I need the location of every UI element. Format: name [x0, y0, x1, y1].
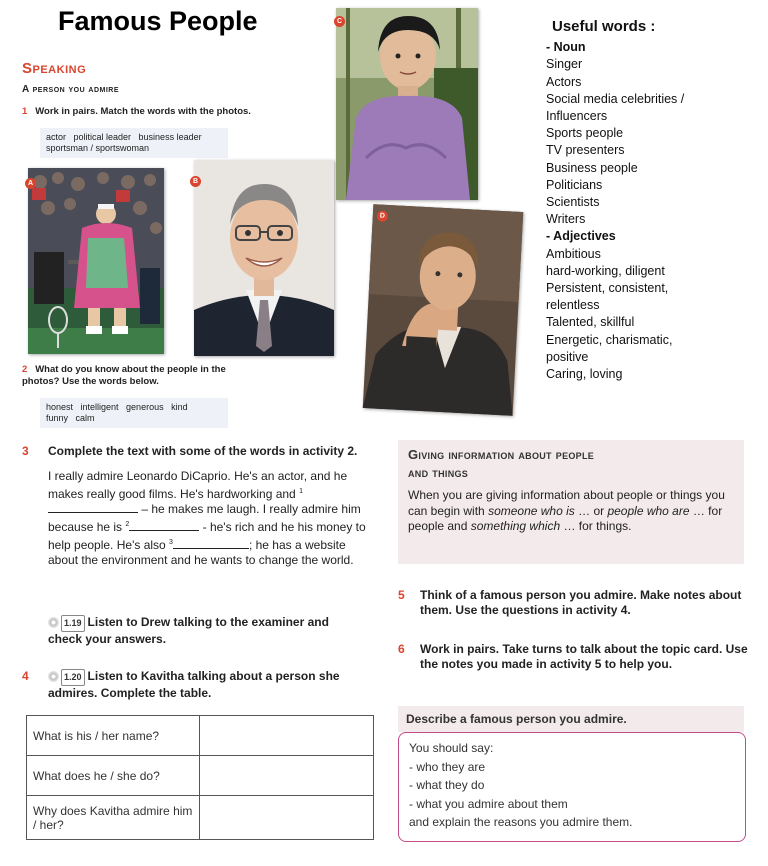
giving-text-part: … or: [574, 503, 608, 518]
audio-cd-icon[interactable]: [48, 671, 59, 682]
giving-information-title-1: Giving information about people: [408, 447, 595, 462]
photo-b-badge: B: [190, 176, 201, 187]
giving-text-italic: people who are: [607, 503, 690, 518]
activity-1: [22, 106, 342, 118]
section-subheading: A person you admire: [22, 84, 120, 95]
giving-information-text: [408, 488, 734, 535]
photo-d-badge: D: [377, 210, 389, 222]
adjective-item: Persistent, consistent,: [546, 281, 669, 296]
activity-4: [22, 669, 372, 701]
activity-2-text: What do you know about the people in the photos? Use the words below.: [22, 364, 226, 387]
activity-3-number: 3: [22, 444, 29, 458]
topic-line: and explain the reasons you admire them.: [409, 815, 633, 829]
activity-5-number: 5: [398, 588, 405, 602]
blank-3[interactable]: [173, 548, 249, 549]
activity-5-text: Think of a famous person you admire. Make notes about them. Use the questions in activity 4.: [420, 588, 742, 617]
section-speaking: Speaking: [22, 60, 87, 77]
noun-item: Actors: [546, 74, 582, 89]
activity-3-text-1: I really admire Leonardo DiCaprio. He's an actor, and he makes really good films. He's hardworking and: [48, 469, 348, 501]
blank-1-number: 1: [299, 488, 303, 495]
noun-item: Social media celebrities /: [546, 91, 685, 106]
topic-line: - what they do: [409, 778, 485, 792]
photo-a: [28, 168, 164, 354]
table-row: [27, 716, 374, 756]
photo-b: [194, 160, 334, 356]
page-title: Famous People: [58, 6, 258, 36]
table-answer-cell[interactable]: [200, 796, 374, 840]
topic-card-heading: Describe a famous person you admire.: [398, 706, 744, 732]
noun-item: TV presenters: [546, 143, 625, 158]
noun-item: Influencers: [546, 109, 608, 124]
noun-item: Singer: [546, 57, 583, 72]
audio-cd-icon[interactable]: [48, 617, 59, 628]
adjective-item: Energetic, charismatic,: [546, 332, 673, 347]
activity-1-words-line1: actor political leader business leader: [46, 132, 202, 142]
activity-2-word-box: [40, 398, 228, 428]
giving-text-part: … for people and: [408, 503, 723, 533]
photo-c-badge: C: [334, 16, 345, 27]
adjective-item: Talented, skillful: [546, 315, 635, 330]
listen-1-19: [48, 615, 348, 647]
track-number: 1.19: [61, 615, 85, 632]
giving-text-italic: someone who is: [488, 503, 575, 518]
giving-information-box: [398, 440, 744, 564]
activity-3-header: Complete the text with some of the words in activity 2.: [48, 444, 358, 458]
kavitha-table: [26, 715, 374, 840]
activity-3-paragraph: [48, 469, 372, 568]
activity-1-words-line2: sportsman / sportswoman: [46, 143, 150, 153]
table-answer-cell[interactable]: [200, 716, 374, 756]
noun-item: Politicians: [546, 177, 603, 192]
noun-item: Business people: [546, 160, 638, 175]
noun-item: Scientists: [546, 195, 600, 210]
topic-line: - what you admire about them: [409, 796, 568, 811]
activity-6: [398, 642, 748, 672]
giving-text-italic: something which: [470, 519, 561, 533]
activity-3-text-4: ; he has a website about the environment and he wants to change the world.: [48, 538, 354, 567]
giving-text-part: … for things.: [560, 519, 632, 533]
activity-3-text-2: – he makes me laugh. I really admire him because he is: [48, 502, 361, 534]
blank-2-number: 2: [125, 521, 130, 528]
table-row: [27, 756, 374, 796]
blank-2[interactable]: [129, 530, 199, 531]
listen-1-19-text: Listen to Drew talking to the examiner and check your answers.: [48, 615, 329, 646]
noun-item: Sports people: [546, 126, 624, 141]
activity-2-number: 2: [22, 364, 28, 375]
adjective-item: relentless: [546, 298, 600, 313]
activity-1-number: 1: [22, 106, 28, 117]
table-answer-cell[interactable]: [200, 756, 374, 796]
table-question: What does he / she do?: [27, 756, 200, 796]
activity-3-text-3: - he's rich and he his money to help people. He's also: [48, 520, 366, 552]
giving-text-part: When you are giving information about people or things you can begin with: [408, 488, 725, 518]
adjective-item: Caring, loving: [546, 367, 623, 382]
table-row: [27, 796, 374, 840]
activity-5: [398, 588, 748, 618]
topic-card: [398, 732, 746, 842]
photo-d: [363, 204, 523, 416]
noun-item: Writers: [546, 212, 586, 227]
useful-words-heading: Useful words :: [552, 18, 656, 35]
activity-3: [22, 444, 372, 568]
adjective-item: Ambitious: [546, 246, 601, 261]
activity-6-text: Work in pairs. Take turns to talk about the topic card. Use the notes you made in activity 5 to help you.: [420, 642, 748, 671]
topic-line: You should say:: [409, 741, 494, 755]
blank-1[interactable]: [48, 512, 138, 513]
table-question: What is his / her name?: [27, 716, 200, 756]
activity-1-word-box: [40, 128, 228, 158]
table-question: Why does Kavitha admire him / her?: [27, 796, 200, 840]
activity-4-text: Listen to Kavitha talking about a person she admires. Complete the table.: [48, 669, 340, 700]
adjective-item: hard-working, diligent: [546, 263, 665, 278]
activity-2: [22, 364, 242, 388]
giving-information-title-2: and things: [408, 465, 469, 480]
blank-3-number: 3: [169, 539, 173, 546]
adjective-header: - Adjectives: [546, 229, 616, 244]
photo-a-badge: A: [25, 178, 36, 189]
adjective-item: positive: [546, 349, 589, 364]
track-number: 1.20: [61, 669, 85, 686]
activity-2-words-line2: funny calm: [46, 413, 95, 423]
photo-c: [336, 8, 478, 200]
activity-2-words-line1: honest intelligent generous kind: [46, 402, 188, 412]
activity-4-number: 4: [22, 669, 29, 683]
topic-line: - who they are: [409, 759, 486, 774]
activity-6-number: 6: [398, 642, 405, 656]
activity-1-text: Work in pairs. Match the words with the photos.: [35, 106, 251, 117]
useful-words-panel: [546, 18, 761, 383]
noun-header: - Noun: [546, 40, 586, 55]
